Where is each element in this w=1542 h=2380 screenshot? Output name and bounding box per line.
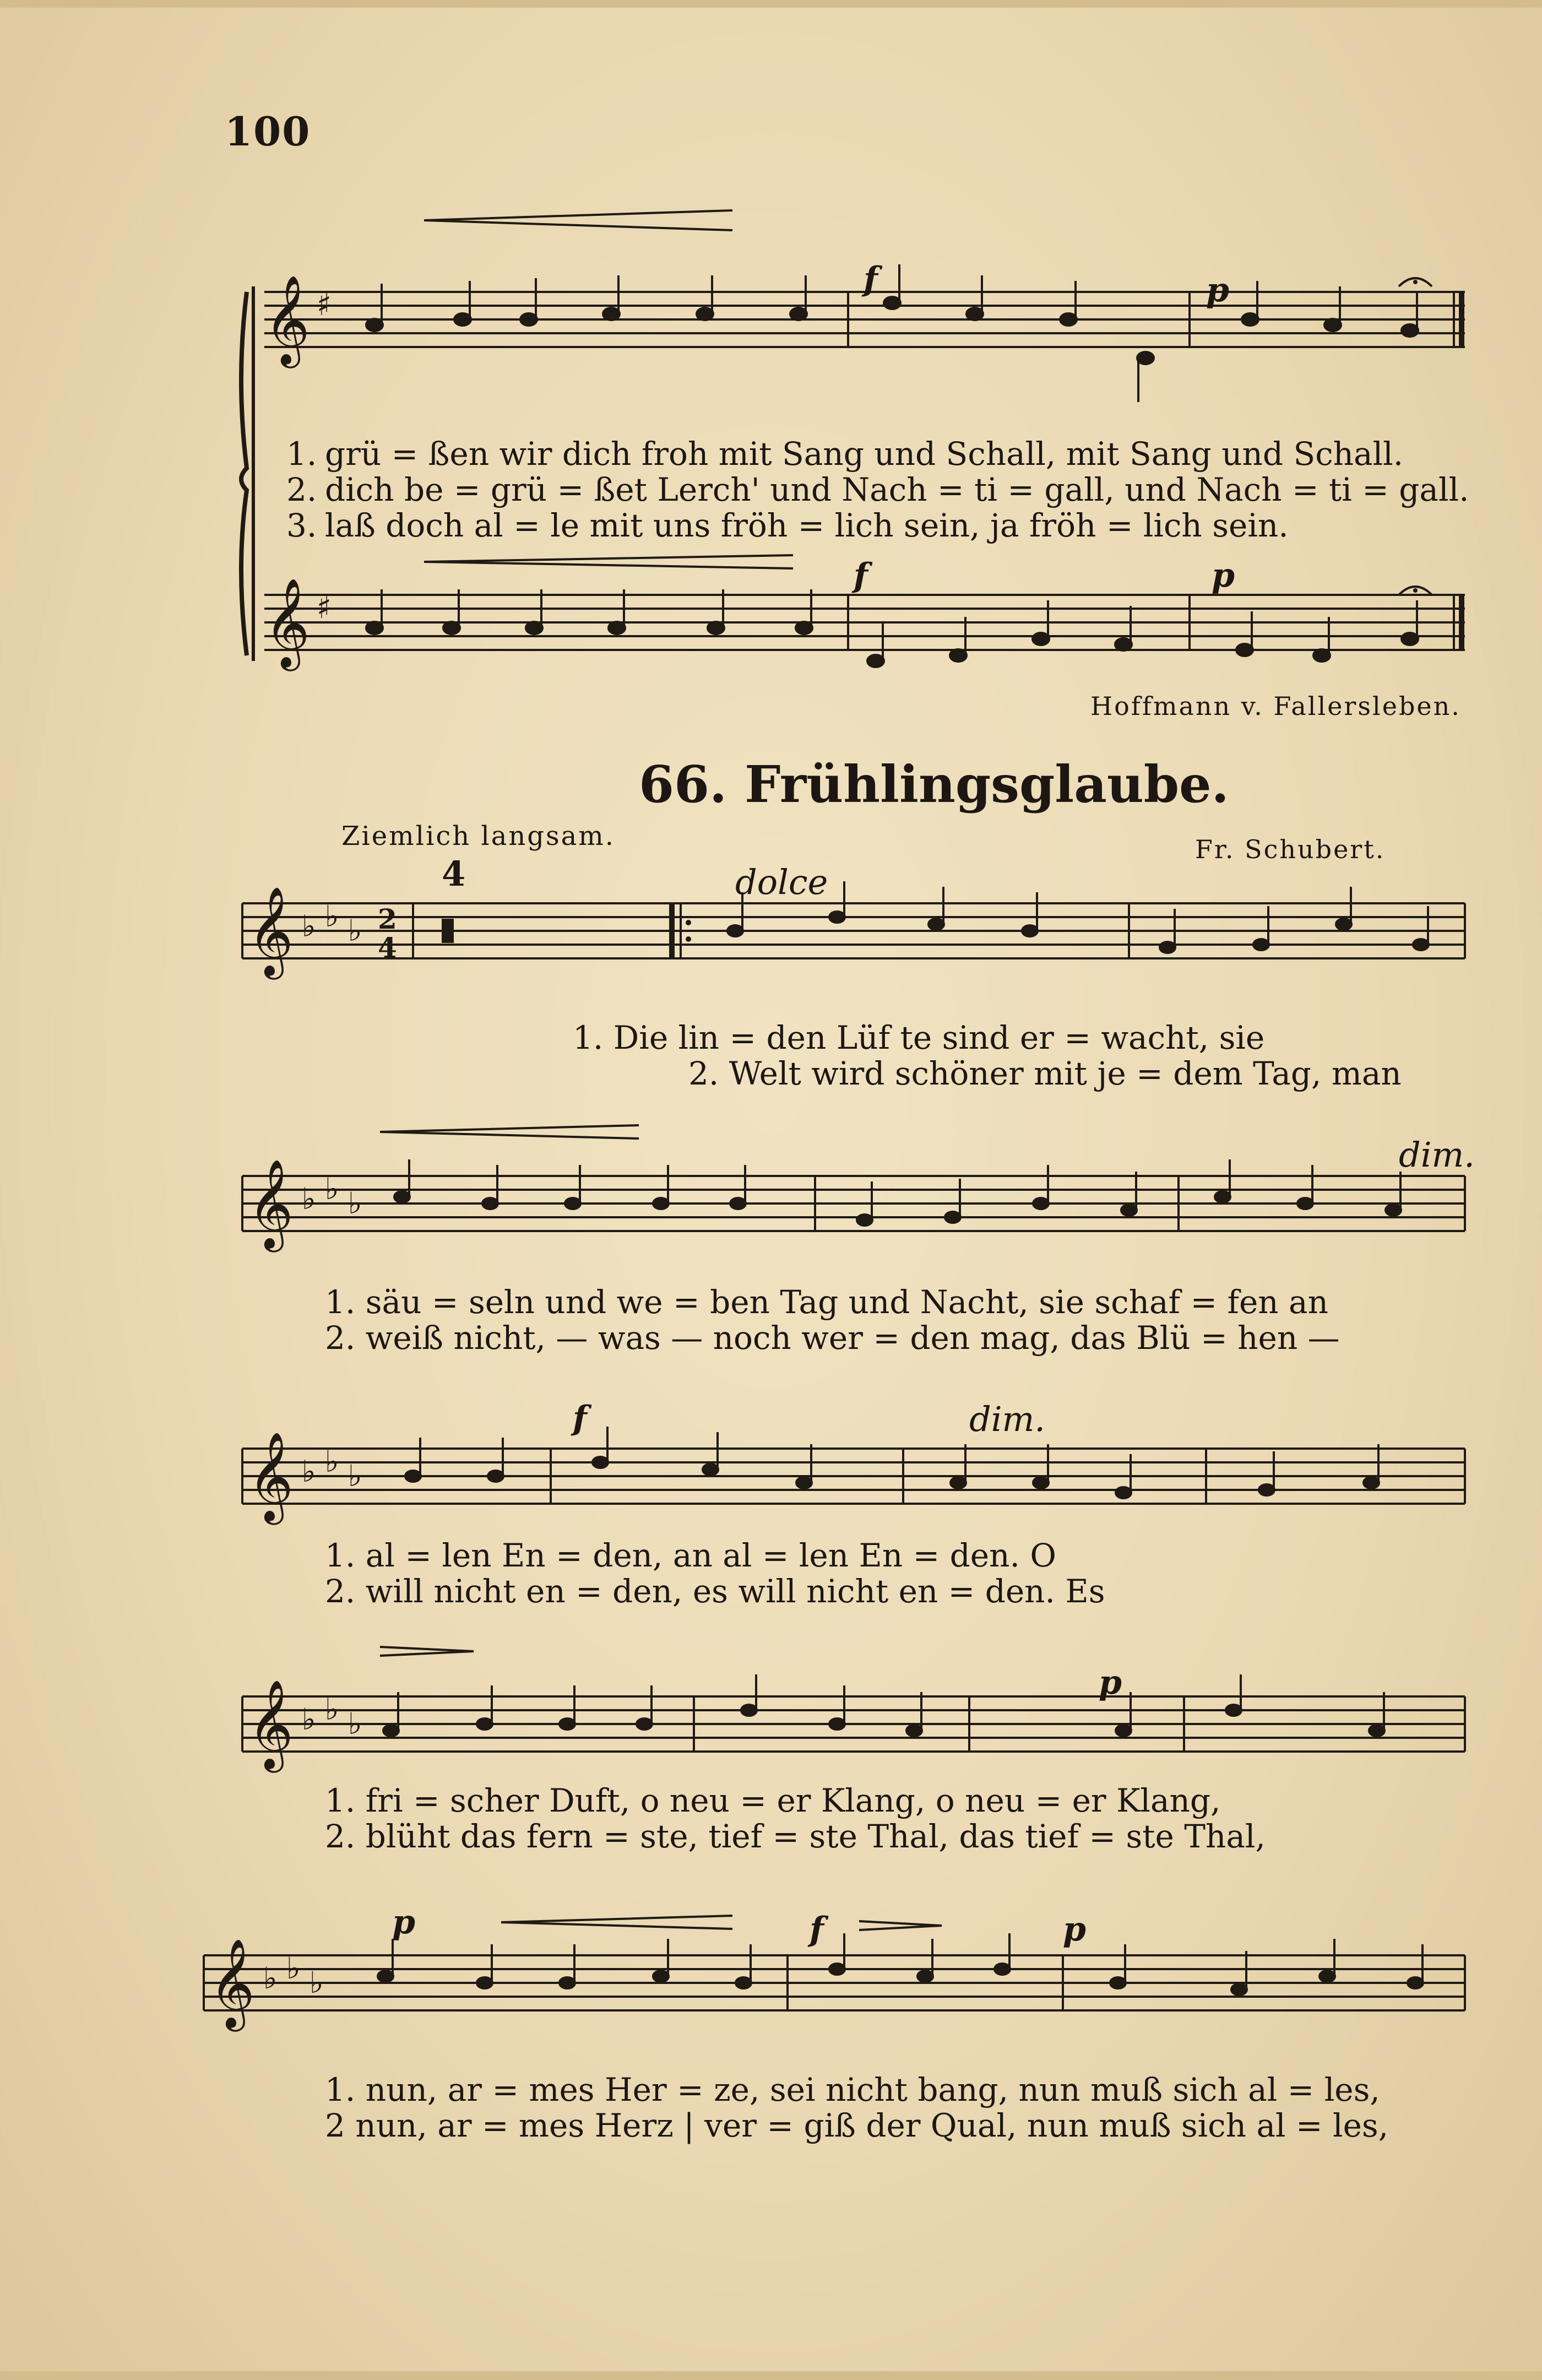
lyric-66-s5-v1: 1. nun, ar = mes Her = ze, sei nicht bang, nun muß sich al = les, [325, 2071, 1380, 2108]
dynamic-piano-66-c: p [1063, 1910, 1086, 1949]
svg-text:𝄞: 𝄞 [248, 886, 294, 976]
dynamic-piano-66-a: p [1099, 1663, 1122, 1702]
svg-text:♯: ♯ [317, 590, 332, 626]
staff-top-lower [242, 578, 1476, 705]
lyric-66-s4-v2: 2. blüht das fern = ste, tief = ste Thal, das tief = ste Thal, [325, 1818, 1266, 1855]
svg-text:♭: ♭ [325, 1444, 339, 1479]
svg-text:𝄞: 𝄞 [264, 578, 310, 668]
lyric-66-s1-v2: 2. Welt wird schöner mit je = dem Tag, man [688, 1055, 1402, 1092]
verse-number-2: 2. [286, 471, 317, 508]
svg-text:𝄞: 𝄞 [264, 275, 310, 365]
svg-text:𝄞: 𝄞 [248, 1432, 294, 1521]
svg-text:𝄞: 𝄞 [248, 1679, 294, 1769]
svg-text:♭: ♭ [325, 1692, 339, 1727]
song-number: 66. [639, 755, 727, 814]
rest-measure-count: 4 [442, 854, 466, 894]
dynamic-forte-66-b: f [810, 1910, 824, 1949]
dynamic-forte-66: f [573, 1399, 587, 1438]
lyric-top-3: laß doch al = le mit uns fröh = lich sein, ja fröh = lich sein. [325, 507, 1289, 544]
lyric-66-s3-v1: 1. al = len En = den, an al = len En = den. O [325, 1537, 1056, 1574]
verse-number-1: 1. [286, 435, 317, 473]
staff-66-system-1 [242, 886, 1476, 1002]
svg-text:♭: ♭ [302, 1181, 316, 1216]
tempo-marking: Ziemlich langsam. [341, 821, 616, 852]
lyric-66-s1-v1: 1. Die lin = den Lüf te sind er = wacht, sie [573, 1019, 1265, 1056]
lyric-66-s4-v1: 1. fri = scher Duft, o neu = er Klang, o neu = er Klang, [325, 1782, 1221, 1819]
svg-text:♭: ♭ [348, 913, 362, 948]
staff-66-system-4 [242, 1679, 1476, 1796]
svg-text:♭: ♭ [286, 1951, 301, 1986]
time-sig-top: 2 [378, 903, 397, 935]
dynamic-piano-top: p [1206, 271, 1229, 310]
dynamic-forte-top: f [864, 260, 878, 299]
dynamic-piano-lower: p [1212, 556, 1235, 595]
lyric-66-s2-v2: 2. weiß nicht, — was — noch wer = den mag, das Blü = hen — [325, 1319, 1340, 1357]
page-number: 100 [225, 108, 311, 155]
expression-dim-1: dim. [1399, 1135, 1475, 1175]
svg-text:𝄞: 𝄞 [248, 1159, 294, 1249]
svg-text:♭: ♭ [348, 1459, 362, 1493]
expression-dim-2: dim. [969, 1399, 1046, 1439]
staff-top-upper [242, 275, 1476, 419]
svg-text:♭: ♭ [325, 899, 339, 934]
lyric-66-s2-v1: 1. säu = seln und we = ben Tag und Nacht, sie schaf = fen an [325, 1283, 1328, 1321]
staff-66-system-3 [242, 1432, 1476, 1548]
staff-66-system-2 [242, 1159, 1476, 1275]
lyric-top-2: dich be = grü = ßet Lerch' und Nach = ti = gall, und Nach = ti = gall. [325, 471, 1469, 508]
lyric-top-1: grü = ßen wir dich froh mit Sang und Schall, mit Sang und Schall. [325, 435, 1404, 473]
lyric-66-s3-v2: 2. will nicht en = den, es will nicht en = den. Es [325, 1573, 1105, 1610]
svg-text:𝄞: 𝄞 [209, 1938, 255, 2028]
svg-text:♭: ♭ [302, 1454, 316, 1489]
song-title [639, 755, 1229, 814]
lyricist-credit: Hoffmann v. Fallersleben. [1090, 691, 1461, 721]
svg-text:♭: ♭ [310, 1965, 324, 2000]
dynamic-piano-66-b: p [392, 1903, 415, 1942]
time-sig-bottom: 4 [378, 931, 397, 964]
lyric-66-s5-v2: 2 nun, ar = mes Herz | ver = giß der Qual, nun muß sich al = les, [325, 2107, 1389, 2144]
staff-66-system-5 [204, 1938, 1476, 2065]
song-title-text: Frühlingsglaube. [745, 755, 1229, 814]
verse-number-3: 3. [286, 507, 317, 544]
page-edge-top [0, 0, 1542, 8]
svg-text:♭: ♭ [302, 909, 316, 944]
svg-text:♭: ♭ [348, 1706, 362, 1741]
expression-dolce: dolce [735, 862, 828, 902]
svg-text:♯: ♯ [317, 287, 332, 323]
svg-text:♭: ♭ [263, 1961, 278, 1996]
page-edge-bottom [0, 2371, 1542, 2380]
composer-credit: Fr. Schubert. [1195, 834, 1386, 864]
svg-text:♭: ♭ [302, 1702, 316, 1737]
svg-text:♭: ♭ [348, 1186, 362, 1221]
svg-text:♭: ♭ [325, 1172, 339, 1206]
dynamic-forte-lower: f [854, 556, 868, 595]
